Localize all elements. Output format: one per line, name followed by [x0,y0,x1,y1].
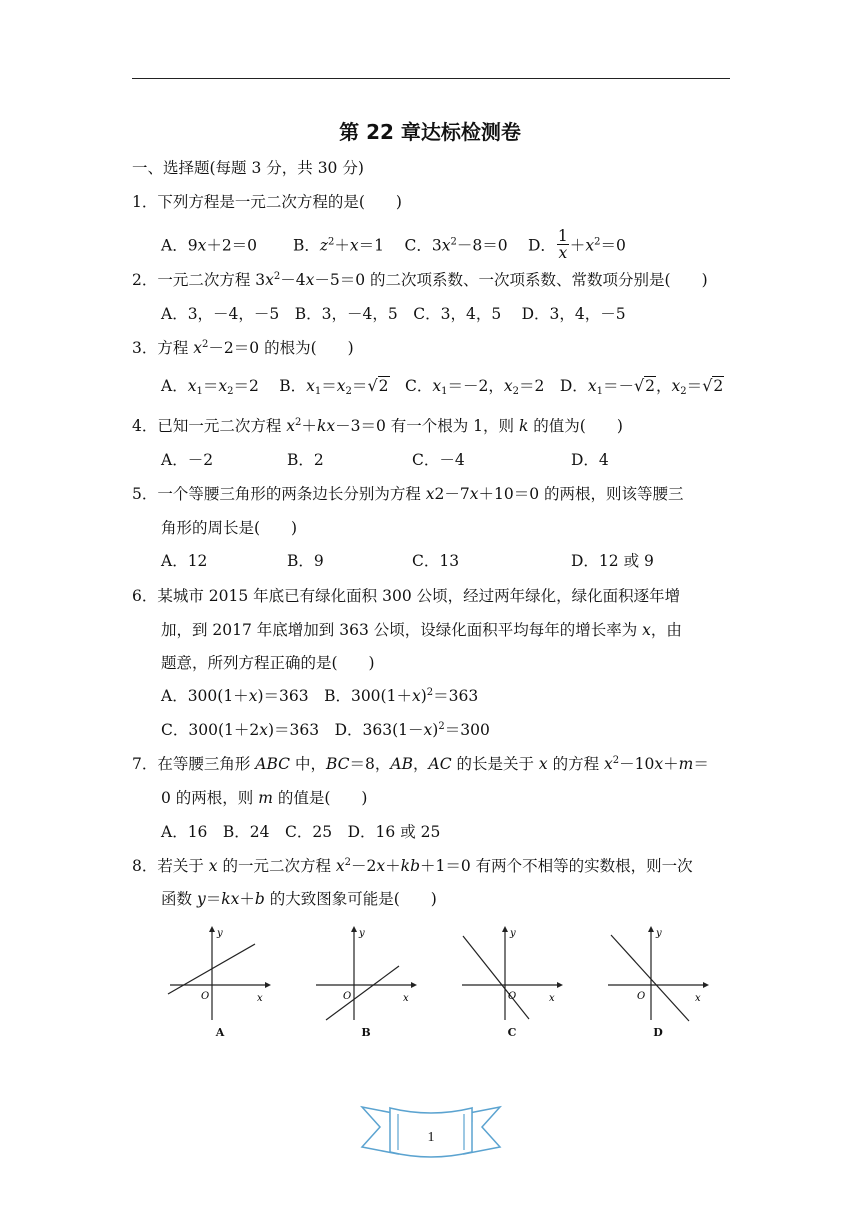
header-rule [132,78,730,79]
question-7-stem: 7．在等腰三角形 ABC 中，BC＝8，AB，AC 的长是关于 x 的方程 $x^2-10x+m=$ [132,755,709,773]
question-6-options-row-2: C．300(1＋2x)＝363 D．$363(1-x)^2=300$ [161,721,490,739]
question-1-options: A．9x＋2＝0 B．$z^2+x=1$ C．$3x^2-8=0$ D． $\frac{1}{x}$ $+x^2=0$ [161,227,626,262]
svg-text:O: O [637,991,646,1002]
section-heading: 一、选择题(每题 3 分，共 30 分) [132,159,364,177]
question-5-stem-cont: 角形的周长是( ) [161,519,298,537]
question-4-stem: 4．已知一元二次方程 $x^2+kx-3=0$ 有一个根为 1，则 k 的值为( ) [132,417,623,435]
question-8-graphs [150,922,730,1047]
graph-label-d: D [653,1026,663,1039]
question-3-options: A．$x_1=x_2=2$ B．$x_1=x_2=√2$ C．$x_1=-2$，$x_2=2$ D．$x_1=-√2$，$x_2=√2$ [161,376,724,397]
question-2-stem: 2．一元二次方程 $3x^2-4x-5=0$ 的二次项系数、一次项系数、常数项分别是( ) [132,271,708,289]
question-4-option-a: A．－2 [161,451,214,469]
graph-c-svg [457,922,567,1022]
svg-text:x: x [549,993,555,1004]
graph-d-svg [603,922,713,1022]
question-4-option-b: B．2 [287,451,324,469]
svg-text:y: y [656,928,662,939]
question-5-option-a: A．12 [161,552,208,570]
question-6-options-row-1: A．300(1＋x)＝363 B．$300(1+x)^2=363$ [161,687,479,705]
svg-text:y: y [217,928,223,939]
graph-option-b [311,922,421,1047]
graph-label-b: B [361,1026,371,1039]
question-5-option-d: D．12 或 9 [571,552,654,570]
page-number: 1 [427,1130,435,1145]
question-7-stem-cont: 0 的两根，则 m 的值是( ) [161,789,368,807]
svg-text:O: O [201,991,210,1002]
graph-b-svg [311,922,421,1022]
question-6-line-3: 题意，所列方程正确的是( ) [161,654,375,672]
question-5-stem: 5．一个等腰三角形的两条边长分别为方程 x2－7x＋10＝0 的两根，则该等腰三 [132,485,684,503]
fraction-1-over-x: $\frac{1}{x}$ [557,227,568,262]
graph-label-c: C [507,1026,517,1039]
question-8-stem-cont: 函数 y＝kx＋b 的大致图象可能是( ) [161,890,437,908]
graph-a-svg [165,922,275,1022]
question-6-line-1: 6．某城市 2015 年底已有绿化面积 300 公顷，经过两年绿化，绿化面积逐年增 [132,587,681,605]
svg-text:O: O [343,991,352,1002]
page-number-badge [360,1102,502,1162]
svg-text:y: y [510,928,516,939]
question-4-option-c: C．－4 [412,451,465,469]
question-8-stem: 8．若关于 x 的一元二次方程 $x^2-2x+kb+1=0$ 有两个不相等的实数根，则一次 [132,857,693,875]
question-4-option-d: D．4 [571,451,609,469]
graph-label-a: A [215,1026,225,1039]
svg-text:x: x [257,993,263,1004]
question-5-option-c: C．13 [412,552,460,570]
question-2-options: A．3，－4，－5 B．3，－4，5 C．3，4，5 D．3，4，－5 [161,305,626,323]
question-5-option-b: B．9 [287,552,324,570]
svg-text:y: y [359,928,365,939]
page-title: 第 22 章达标检测卷 [339,120,521,144]
question-1-stem: 1．下列方程是一元二次方程的是( ) [132,193,402,211]
svg-text:x: x [403,993,409,1004]
question-7-options: A．16 B．24 C．25 D．16 或 25 [161,823,441,841]
graph-option-a [165,922,275,1047]
svg-text:x: x [695,993,701,1004]
question-3-stem: 3．方程 $x^2-2=0$ 的根为( ) [132,339,354,357]
svg-text:O: O [508,991,517,1002]
graph-option-c [457,922,567,1047]
question-6-line-2: 加，到 2017 年底增加到 363 公顷，设绿化面积平均每年的增长率为 x，由 [161,621,682,639]
graph-option-d [603,922,713,1047]
